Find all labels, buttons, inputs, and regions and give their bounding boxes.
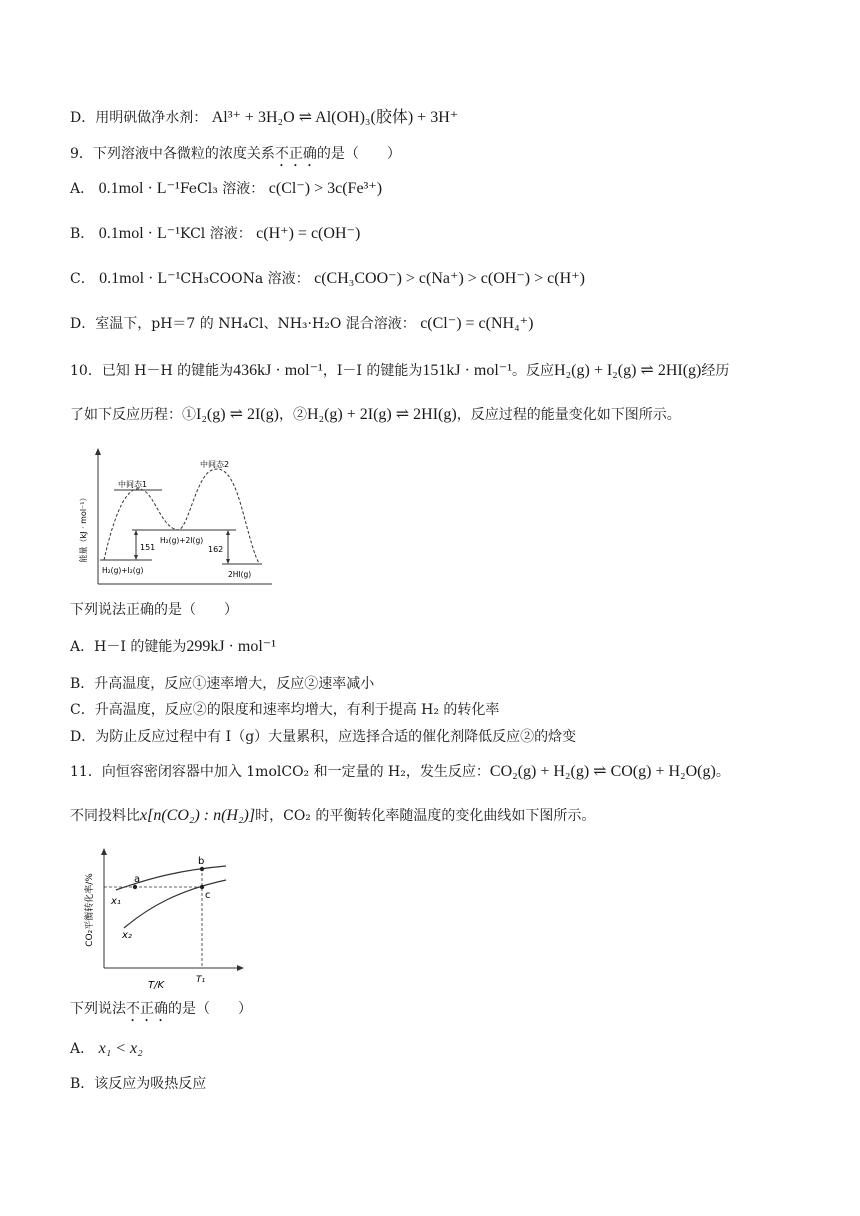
end-label: 2HI(g) <box>228 570 252 579</box>
option-label: A． <box>70 181 95 197</box>
stem-text: 的是（ ） <box>316 146 401 162</box>
label-x2: x₂ <box>122 930 132 941</box>
stem-text: 11．向恒容密闭容器中加入 1molCO₂ 和一定量的 H₂，发生反应： <box>70 764 490 780</box>
stem-text: 不同投料比 <box>70 808 140 824</box>
option-label: A． <box>70 639 95 655</box>
intermediate-label: H₂(g)+2I(g) <box>160 536 204 545</box>
reaction-equation: I₂(g) ⇌ 2I(g) <box>196 406 279 423</box>
stem-text: ，I－I 的键能为 <box>322 363 423 379</box>
q10-option-c <box>70 699 499 719</box>
ts1-label: 中间态1 <box>118 480 148 489</box>
point-b <box>200 867 204 871</box>
conversion-graph <box>80 846 248 992</box>
option-text: 用明矾做净水剂： <box>95 110 208 126</box>
solute: CH₃COONa 溶液： <box>180 271 310 287</box>
bond-energy: 299kJ · mol⁻¹ <box>186 638 277 655</box>
reaction-equation: CO₂(g) + H₂(g) ⇌ CO(g) + H₂O(g) <box>489 763 716 780</box>
q11-stem-line1 <box>70 761 730 781</box>
relation: x₁ < x₂ <box>98 1040 143 1057</box>
option-label: A． <box>70 1041 95 1057</box>
q8-option-d <box>70 104 458 127</box>
point-a <box>133 885 137 889</box>
curve-x1 <box>116 866 226 890</box>
stem-text: 经历 <box>701 363 730 379</box>
option-text: B．升高温度，反应①速率增大，反应②速率减小 <box>70 676 375 692</box>
solute: FeCl₃ 溶液： <box>179 181 265 197</box>
bond-energy: 151kJ · mol⁻¹ <box>422 362 513 379</box>
arrow-head <box>134 555 138 560</box>
arrow-head <box>134 530 138 535</box>
q10-option-a <box>70 636 276 656</box>
question-text: 下列说法 <box>70 1001 126 1017</box>
x-axis-label: T/K <box>148 980 165 991</box>
question-text: 的是（ ） <box>168 1001 252 1017</box>
option-label: D． <box>70 110 96 126</box>
point-c <box>200 885 204 889</box>
bond-energy: 436kJ · mol⁻¹ <box>233 362 323 379</box>
solute: KCl 溶液： <box>179 226 252 242</box>
option-label: C． <box>70 271 95 287</box>
q11-option-a <box>70 1038 143 1058</box>
stem-text: ，② <box>278 407 307 423</box>
q11-stem-line2 <box>70 805 595 825</box>
option-label: D． <box>70 316 96 332</box>
y-axis-arrow <box>95 448 101 455</box>
arrow-head <box>226 559 230 564</box>
q9-option-b <box>70 223 360 243</box>
stem-text: 。 <box>715 764 730 780</box>
stem-text: 9．下列溶液中各微粒的浓度关系 <box>70 146 275 162</box>
feed-ratio: x[n(CO₂) : n(H₂)] <box>140 807 256 824</box>
stem-text: ，反应过程的能量变化如下图所示。 <box>456 407 681 423</box>
relation: c(CH₃COO⁻) > c(Na⁺) > c(OH⁻) > c(H⁺) <box>314 270 585 287</box>
q9-option-c <box>70 268 585 288</box>
solute: 室温下，pH＝7 的 NH₄Cl、NH₃·H₂O 混合溶液： <box>95 316 416 332</box>
label-c: c <box>205 890 211 901</box>
reaction-equation: H₂(g) + 2I(g) ⇌ 2HI(g) <box>306 406 457 423</box>
start-label: H₂(g)+I₂(g) <box>102 566 144 575</box>
relation: c(Cl⁻) = c(NH₄⁺) <box>420 315 534 332</box>
q10-stem-line2 <box>70 404 681 424</box>
x-axis-arrow <box>237 965 244 971</box>
stem-text: 10．已知 H－H 的键能为 <box>70 363 234 379</box>
option-text: C．升高温度，反应②的限度和速率均增大，有利于提高 H₂ 的转化率 <box>70 702 500 718</box>
q10-option-b <box>70 673 374 693</box>
y-axis-arrow <box>101 848 107 855</box>
q10-option-d <box>70 726 576 746</box>
option-text: B．该反应为吸热反应 <box>70 1076 207 1092</box>
q9-option-a <box>70 178 382 198</box>
relation: c(Cl⁻) > 3c(Fe³⁺) <box>268 180 383 197</box>
label-b: b <box>198 856 205 867</box>
option-label: B． <box>70 226 95 242</box>
concentration: 0.1mol · L⁻¹ <box>98 180 180 197</box>
energy-diagram <box>76 446 276 586</box>
option-text: D．为防止反应过程中有 I（g）大量累积，应选择合适的催化剂降低反应②的焓变 <box>70 729 577 745</box>
stem-text: 时，CO₂ 的平衡转化率随温度的变化曲线如下图所示。 <box>255 808 596 824</box>
q11-option-b <box>70 1073 206 1093</box>
q10-stem-line1 <box>70 360 729 380</box>
stem-text: 。反应 <box>512 363 555 379</box>
label-x1: x₁ <box>111 896 121 907</box>
q11-question <box>70 998 252 1025</box>
value-162: 162 <box>208 545 224 554</box>
question-text: 下列说法正确的是（ ） <box>70 602 238 618</box>
ionic-equation: Al³⁺ + 3H₂O ⇌ Al(OH)₃(胶体) + 3H⁺ <box>211 109 459 126</box>
reaction-equation: H₂(g) + I₂(g) ⇌ 2HI(g) <box>554 362 702 379</box>
ts2-label: 中间态2 <box>200 460 230 469</box>
t1-label: T₁ <box>196 975 206 985</box>
emphasis-text: 不正确 <box>274 146 317 162</box>
y-axis-label: CO₂平衡转化率/% <box>85 873 95 947</box>
q9-option-d <box>70 313 533 333</box>
concentration: 0.1mol · L⁻¹ <box>99 270 181 287</box>
stem-text: 了如下反应历程：① <box>70 407 196 423</box>
label-a: a <box>134 874 141 885</box>
concentration: 0.1mol · L⁻¹ <box>98 225 180 242</box>
emphasis-text: 不正确 <box>126 1001 168 1017</box>
y-axis-label: 能量（kJ · mol⁻¹） <box>79 493 88 563</box>
value-151: 151 <box>140 543 156 552</box>
q9-stem <box>70 143 401 170</box>
q10-question <box>70 599 238 619</box>
arrow-head <box>226 530 230 535</box>
relation: c(H⁺) = c(OH⁻) <box>256 225 361 242</box>
option-text: H－I 的键能为 <box>94 639 187 655</box>
